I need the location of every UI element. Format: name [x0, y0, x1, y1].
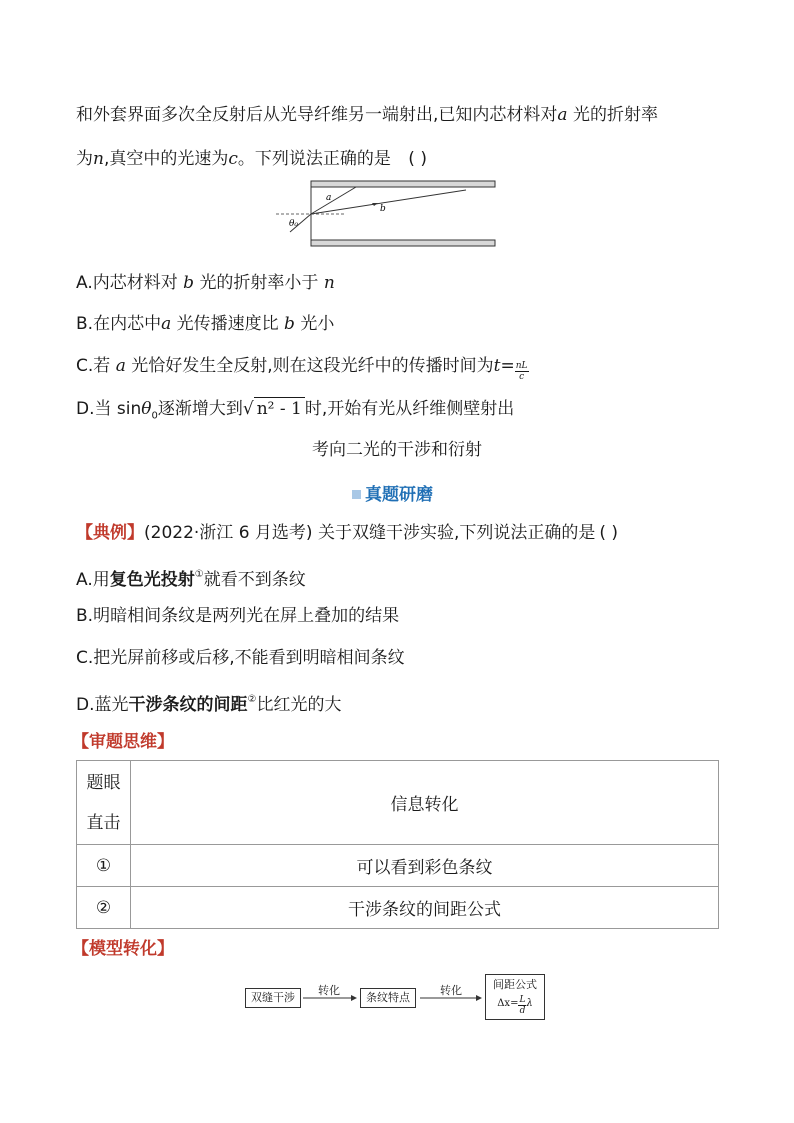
table-row — [77, 887, 719, 929]
label-theta: θ₀ — [289, 219, 299, 229]
ray-b — [311, 190, 466, 214]
example-question: 【典例】(2022·浙江 6 月选考) 关于双缝干涉实验,下列说法正确的是 ( ) — [76, 523, 619, 543]
row-text: 干涉条纹的间距公式 — [131, 887, 719, 929]
option-a: A.内芯材料对 b 光的折射率小于 n — [76, 273, 335, 293]
flow-arrow-label-1: 转化 — [318, 984, 340, 997]
flow-arrow-2 — [418, 993, 484, 1003]
row-num: ① — [77, 845, 131, 887]
option-b: B.在内芯中a 光传播速度比 b 光小 — [76, 314, 335, 334]
flow-arrow-label-2: 转化 — [440, 984, 462, 997]
table-row — [77, 845, 719, 887]
header-right: 信息转化 — [131, 761, 719, 845]
fiber-top-cladding — [311, 181, 495, 187]
flow-box-1: 双缝干涉 — [245, 988, 301, 1008]
question-line-1: 和外套界面多次全反射后从光导纤维另一端射出,已知内芯材料对a 光的折射率 — [76, 105, 658, 125]
model-heading: 【模型转化】 — [72, 939, 174, 959]
optical-fiber-figure — [270, 178, 500, 250]
option-d: D.当 sinθ$_0$逐渐增大到√ n² - 1 时,开始有光从纤维侧壁射出 — [76, 399, 515, 422]
question-line-2: 为n,真空中的光速为c。下列说法正确的是 ( ) — [76, 149, 427, 169]
flow-box-3: 间距公式 Δx= $\frac{L}{d}$ λ — [485, 974, 545, 1020]
header-left: 题眼 直击 — [77, 761, 131, 845]
label-b: b — [380, 204, 386, 214]
label-a: a — [326, 193, 332, 203]
example-option-b: B.明暗相间条纹是两列光在屏上叠加的结果 — [76, 606, 400, 626]
example-option-c: C.把光屏前移或后移,不能看到明暗相间条纹 — [76, 648, 405, 668]
table-header-row — [77, 761, 719, 845]
option-c: C.若 a 光恰好发生全反射,则在这段光纤中的传播时间为t= $\frac{nL}{c}$ — [76, 356, 528, 382]
row-num: ② — [77, 887, 131, 929]
info-table — [76, 760, 719, 929]
fiber-bottom-cladding — [311, 240, 495, 246]
review-heading: 【审题思维】 — [72, 732, 174, 752]
flow-box-2: 条纹特点 — [360, 988, 416, 1008]
time-fraction: $\frac{nL}{c}$ — [515, 361, 528, 382]
example-option-d: D.蓝光干涉条纹的间距②比红光的大 — [76, 694, 342, 715]
row-text: 可以看到彩色条纹 — [131, 845, 719, 887]
subsection-title: 真题研磨 — [352, 480, 433, 505]
example-option-a: A.用复色光投射①就看不到条纹 — [76, 569, 306, 590]
square-bullet-icon — [352, 490, 361, 499]
ray-a — [311, 187, 356, 214]
flow-arrow-1 — [301, 993, 359, 1003]
section-title: 考向二光的干涉和衍射 — [312, 440, 482, 460]
